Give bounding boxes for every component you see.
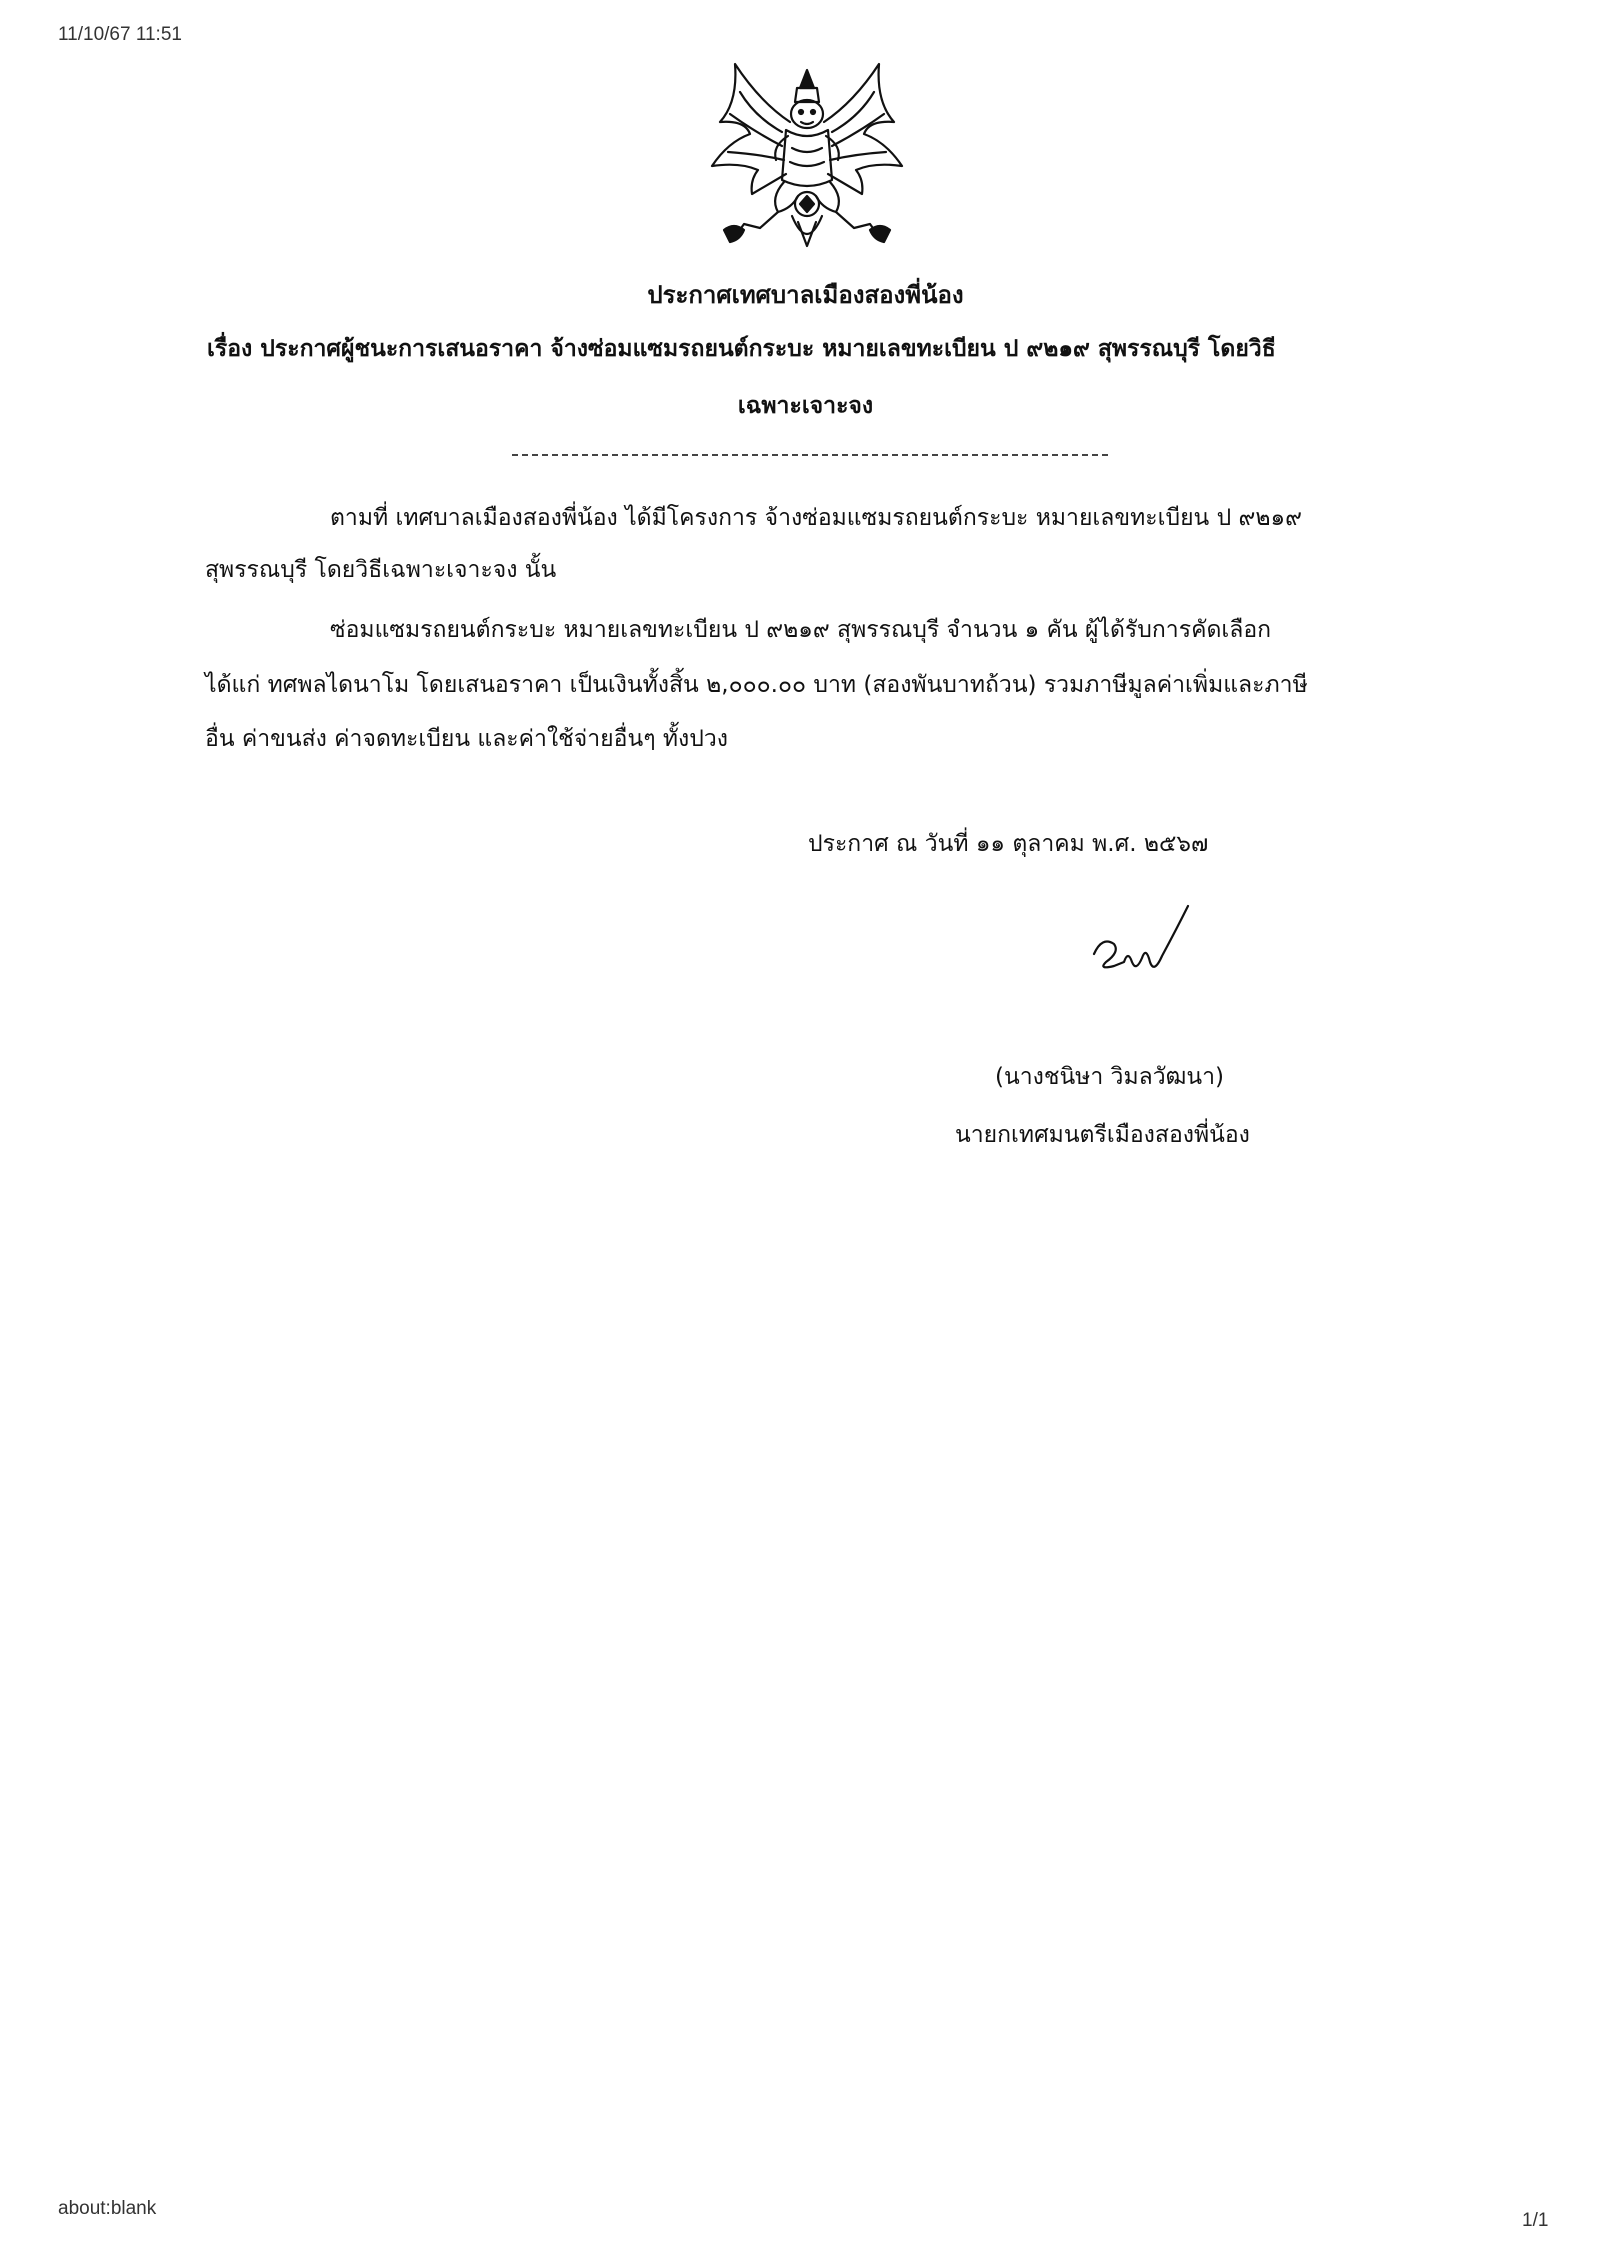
- paragraph-2-line-1: ซ่อมแซมรถยนต์กระบะ หมายเลขทะเบียน ป ๙๒๑๙ สุพรรณบุรี จำนวน ๑ คัน ผู้ได้รับการคัดเลือก: [330, 617, 1272, 643]
- document-issuer: ประกาศเทศบาลเมืองสองพี่น้อง: [647, 281, 964, 309]
- paragraph-2-line-2: ได้แก่ ทศพลไดนาโม โดยเสนอราคา เป็นเงินทั้งสิ้น ๒,๐๐๐.๐๐ บาท (สองพันบาทถ้วน) รวมภาษีมูลค่าเพิ่มและภาษี: [205, 672, 1308, 698]
- handwritten-signature: [1080, 900, 1210, 990]
- signer-title: นายกเทศมนตรีเมืองสองพี่น้อง: [955, 1122, 1250, 1148]
- announcement-date: ประกาศ ณ วันที่ ๑๑ ตุลาคม พ.ศ. ๒๕๖๗: [808, 831, 1209, 857]
- print-page-number: 1/1: [1522, 2210, 1549, 2231]
- document-subject-line-1: เรื่อง ประกาศผู้ชนะการเสนอราคา จ้างซ่อมแซมรถยนต์กระบะ หมายเลขทะเบียน ป ๙๒๑๙ สุพรรณบุรี โดยวิธี: [207, 336, 1276, 362]
- paragraph-1-line-2: สุพรรณบุรี โดยวิธีเฉพาะเจาะจง นั้น: [205, 557, 557, 583]
- garuda-emblem-icon: [700, 62, 914, 262]
- paragraph-2-line-3: อื่น ค่าขนส่ง ค่าจดทะเบียน และค่าใช้จ่ายอื่นๆ ทั้งปวง: [205, 726, 728, 752]
- print-timestamp: 11/10/67 11:51: [58, 24, 182, 45]
- section-divider: [512, 454, 1108, 456]
- document-subject-line-2: เฉพาะเจาะจง: [737, 393, 874, 419]
- paragraph-1-line-1: ตามที่ เทศบาลเมืองสองพี่น้อง ได้มีโครงการ จ้างซ่อมแซมรถยนต์กระบะ หมายเลขทะเบียน ป ๙๒๑๙: [330, 505, 1302, 531]
- signer-name: (นางชนิษา วิมลวัฒนา): [995, 1064, 1225, 1090]
- print-url: about:blank: [58, 2198, 157, 2219]
